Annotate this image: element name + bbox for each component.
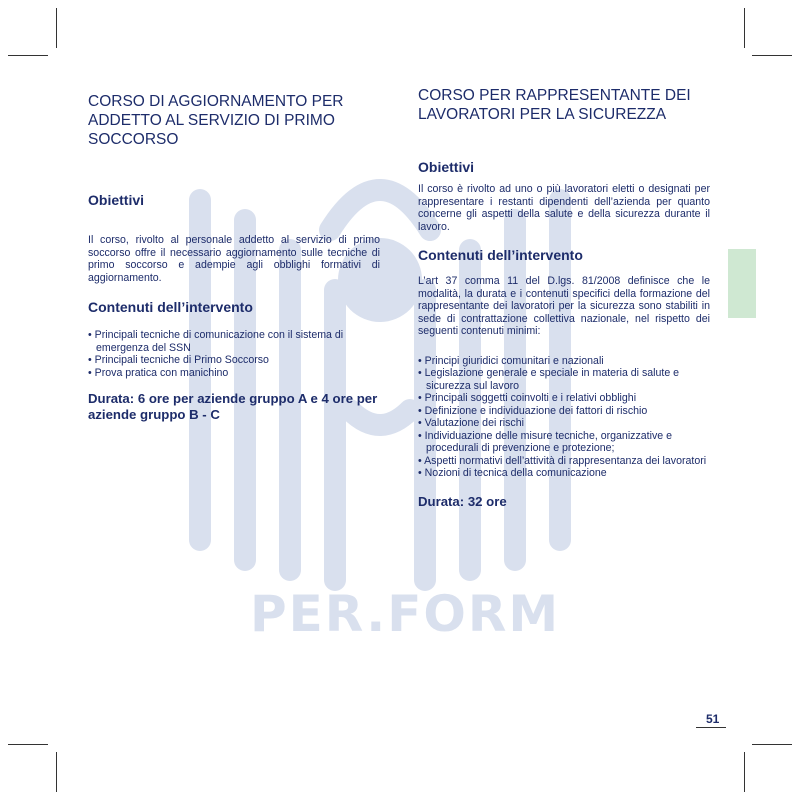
right-contents-list: [418, 355, 710, 480]
crop-mark: [8, 55, 48, 56]
left-course-title: CORSO DI AGGIORNAMENTO PER ADDETTO AL SERVIZIO DI PRIMO SOCCORSO: [88, 93, 344, 148]
list-item: • Definizione e individuazione dei fattori di rischio: [418, 405, 710, 418]
left-contents-list: [88, 329, 380, 379]
list-item: • Principali tecniche di comunicazione con il sistema di emergenza del SSN: [88, 329, 380, 354]
list-item: • Principali soggetti coinvolti e i relativi obblighi: [418, 392, 710, 405]
crop-mark: [56, 8, 57, 48]
list-item: • Principi giuridici comunitari e nazionali: [418, 355, 710, 368]
list-item: • Nozioni di tecnica della comunicazione: [418, 467, 710, 480]
crop-mark: [752, 744, 792, 745]
right-course-title: CORSO PER RAPPRESENTANTE DEI LAVORATORI PER LA SICUREZZA: [418, 87, 691, 123]
list-item: • Aspetti normativi dell’attività di rappresentanza dei lavoratori: [418, 455, 710, 468]
left-objectives-heading: Obiettivi: [88, 192, 145, 208]
left-contents-heading: Contenuti dell’intervento: [88, 299, 253, 315]
crop-mark: [744, 8, 745, 48]
page-number-rule: [696, 727, 726, 728]
right-column: [418, 86, 710, 509]
crop-mark: [56, 752, 57, 792]
list-item: • Principali tecniche di Primo Soccorso: [88, 354, 380, 367]
left-objectives-text: Il corso, rivolto al personale addetto al servizio di primo soccorso offre il necessario aggiornamento sulle tecniche di primo soccorso e adempie agli obblighi formativi di aggiornamento.: [88, 234, 380, 284]
list-item: • Prova pratica con manichino: [88, 367, 380, 380]
crop-mark: [744, 752, 745, 792]
section-side-tab: [728, 249, 756, 318]
right-duration: Durata: 32 ore: [418, 493, 507, 509]
right-contents-heading: Contenuti dell’intervento: [418, 247, 583, 263]
watermark-text: PER.FORM: [250, 585, 561, 643]
right-objectives-text: Il corso è rivolto ad uno o più lavoratori eletti o designati per rappresentare i restanti dipendenti dell’azienda per quanto concerne gli aspetti della salute e della sicurezza durante il lavoro.: [418, 183, 710, 233]
crop-mark: [752, 55, 792, 56]
left-column: [88, 92, 380, 422]
list-item: • Individuazione delle misure tecniche, organizzative e procedurali di prevenzione e protezione;: [418, 430, 710, 455]
right-contents-text: L’art 37 comma 11 del D.lgs. 81/2008 definisce che le modalità, la durata e i contenuti specifici della formazione del rappresentante dei lavoratori per la sicurezza sono stabiliti in sede di contrattazione collettiva nazionale, nel rispetto dei seguenti contenuti minimi:: [418, 275, 710, 337]
left-duration: Durata: 6 ore per aziende gruppo A e 4 ore per aziende gruppo B - C: [88, 391, 378, 422]
page-number: 51: [706, 712, 720, 726]
list-item: • Valutazione dei rischi: [418, 417, 710, 430]
crop-mark: [8, 744, 48, 745]
right-objectives-heading: Obiettivi: [418, 159, 475, 175]
list-item: • Legislazione generale e speciale in materia di salute e sicurezza sul lavoro: [418, 367, 710, 392]
